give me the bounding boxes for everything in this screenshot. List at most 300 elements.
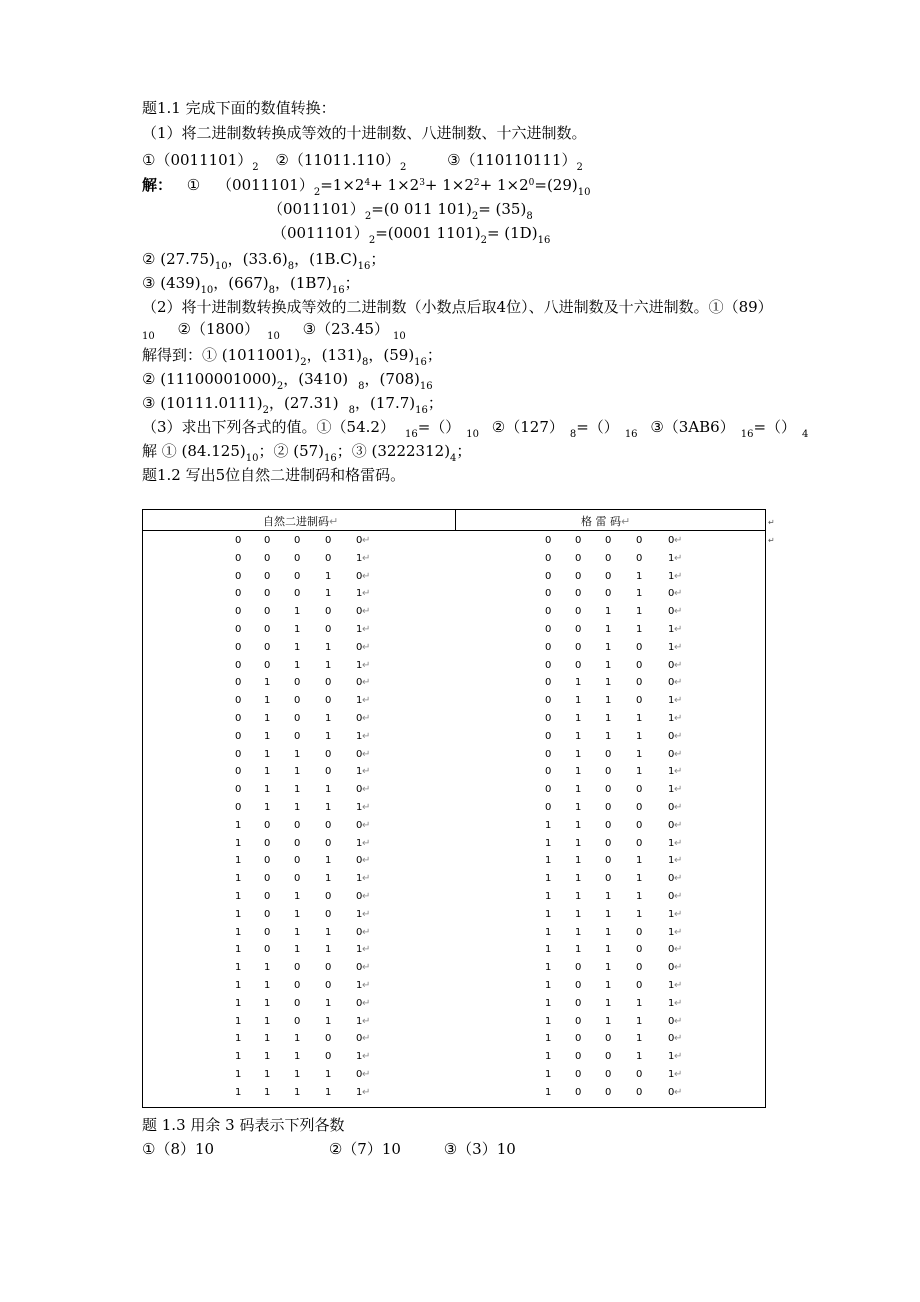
binary-bit: 0 [264, 819, 271, 831]
para-mark: ↵ [362, 873, 371, 885]
para-mark: ↵ [362, 677, 371, 689]
binary-bit: 0 [294, 552, 301, 564]
para-mark: ↵ [674, 908, 683, 920]
para-mark: ↵ [362, 962, 371, 974]
gray-bit: 0 [545, 748, 552, 760]
para-mark: ↵ [674, 535, 683, 546]
gray-bit: 0 [545, 641, 552, 653]
gray-bit: 1 [545, 873, 552, 885]
gray-bit: 0 [545, 677, 552, 689]
para-mark: ↵ [362, 1015, 371, 1027]
binary-bit: 0 [325, 766, 332, 778]
gray-bit: 1 [575, 695, 582, 707]
binary-bit: 1 [325, 659, 332, 671]
para-mark: ↵ [362, 855, 371, 867]
binary-bit: 1 [294, 944, 301, 956]
para-mark: ↵ [674, 1086, 683, 1098]
gray-bit: 1 [575, 784, 582, 796]
binary-bit: 0 [325, 908, 332, 920]
para-mark: ↵ [362, 997, 371, 1009]
gray-bit: 1 [636, 606, 643, 618]
binary-bit: 1 [294, 1033, 301, 1045]
gray-bit: 1 [668, 1051, 675, 1063]
gray-bit: 1 [636, 997, 643, 1009]
gray-bit: 0 [545, 695, 552, 707]
binary-bit: 1 [325, 641, 332, 653]
q11-answer-line1: 解： ① $(0011101)_2=1\times 2^4+ 1\times 2^3+ 1\times 2^2+ 1\times 2^0=(29)_{10}$ [142, 176, 591, 198]
gray-bit: 1 [575, 944, 582, 956]
binary-bit: 1 [356, 623, 363, 635]
binary-bit: 0 [294, 695, 301, 707]
gray-bit: 1 [605, 926, 612, 938]
para-mark: ↵ [674, 962, 683, 974]
gray-bit: 0 [605, 766, 612, 778]
gray-bit: 1 [636, 712, 643, 724]
binary-bit: 1 [325, 1015, 332, 1027]
binary-bit: 1 [356, 1086, 363, 1098]
binary-bit: 0 [325, 962, 332, 974]
para-mark: ↵ [674, 979, 683, 991]
table-row [143, 799, 765, 817]
gray-bit: 0 [636, 695, 643, 707]
binary-bit: 1 [235, 962, 242, 974]
gray-bit: 1 [636, 570, 643, 582]
gray-bit: 1 [636, 855, 643, 867]
gray-bit: 0 [636, 944, 643, 956]
binary-bit: 1 [235, 890, 242, 902]
gray-bit: 0 [668, 588, 675, 600]
para-mark: ↵ [674, 926, 683, 938]
binary-bit: 0 [325, 606, 332, 618]
binary-bit: 0 [325, 979, 332, 991]
gray-bit: 1 [605, 997, 612, 1009]
binary-bit: 0 [356, 677, 363, 689]
para-mark: ↵ [362, 890, 371, 902]
binary-bit: 0 [325, 837, 332, 849]
binary-bit: 0 [235, 712, 242, 724]
binary-bit: 1 [264, 712, 271, 724]
gray-bit: 0 [636, 659, 643, 671]
table-row [143, 995, 765, 1013]
gray-bit: 0 [636, 1068, 643, 1080]
binary-bit: 0 [356, 606, 363, 618]
gray-bit: 0 [545, 730, 552, 742]
gray-bit: 0 [636, 819, 643, 831]
binary-bit: 1 [325, 873, 332, 885]
gray-bit: 0 [636, 535, 643, 546]
para-mark: ↵ [674, 659, 683, 671]
binary-bit: 1 [235, 997, 242, 1009]
binary-bit: 1 [264, 1033, 271, 1045]
gray-bit: 1 [668, 979, 675, 991]
binary-bit: 0 [356, 784, 363, 796]
q13-item-3: ③（3）10 [443, 1140, 516, 1158]
binary-bit: 0 [294, 588, 301, 600]
binary-bit: 0 [264, 837, 271, 849]
binary-bit: 1 [264, 1068, 271, 1080]
binary-bit: 0 [325, 535, 332, 546]
binary-header: 自然二进制码↵ [263, 515, 339, 528]
gray-bit: 1 [605, 730, 612, 742]
gray-bit: 0 [668, 944, 675, 956]
binary-bit: 1 [235, 873, 242, 885]
binary-bit: 1 [294, 908, 301, 920]
para-mark: ↵ [674, 855, 683, 867]
para-mark: ↵ [362, 588, 371, 600]
q11-answer-2: ② $(27.75)_{10}$，$(33.6)_8$，$(1B.C)_{16}$； [142, 250, 386, 272]
gray-bit: 0 [545, 766, 552, 778]
gray-bit: 1 [636, 730, 643, 742]
binary-bit: 0 [325, 890, 332, 902]
binary-bit: 1 [264, 962, 271, 974]
para-mark: ↵ [674, 570, 683, 582]
para-mark: ↵ [674, 944, 683, 956]
gray-bit: 0 [545, 801, 552, 813]
gray-bit: 0 [575, 659, 582, 671]
gray-bit: 1 [668, 997, 675, 1009]
binary-bit: 1 [235, 1015, 242, 1027]
gray-bit: 1 [605, 944, 612, 956]
binary-bit: 1 [325, 944, 332, 956]
gray-bit: 0 [575, 997, 582, 1009]
table-row [143, 835, 765, 853]
q11-part2-items: $_{10}$ ②（1800） $_{10}$ ③（23.45） $_{10}$ [142, 320, 406, 342]
binary-bit: 1 [264, 748, 271, 760]
binary-bit: 1 [294, 606, 301, 618]
binary-bit: 0 [264, 944, 271, 956]
binary-bit: 1 [235, 837, 242, 849]
binary-bit: 0 [235, 766, 242, 778]
binary-bit: 1 [294, 623, 301, 635]
table-row [143, 941, 765, 959]
gray-bit: 1 [545, 962, 552, 974]
para-mark: ↵ [362, 606, 371, 618]
binary-bit: 0 [294, 535, 301, 546]
gray-bit: 0 [668, 1086, 675, 1098]
para-mark: ↵ [362, 730, 371, 742]
binary-bit: 1 [356, 766, 363, 778]
q12-title: 题1.2 写出5位自然二进制码和格雷码。 [142, 466, 406, 484]
binary-bit: 1 [235, 1033, 242, 1045]
gray-bit: 0 [668, 748, 675, 760]
q11-part2-answer-2: ② $(11100001000)_2$，(3410) $_8$，$(708)_{16}$ [142, 370, 433, 392]
gray-bit: 1 [545, 997, 552, 1009]
para-mark: ↵ [362, 1086, 371, 1098]
gray-bit: 1 [668, 641, 675, 653]
gray-bit: 0 [545, 659, 552, 671]
gray-bit: 1 [636, 890, 643, 902]
table-row [143, 603, 765, 621]
q11-part3-answer: 解 ① $(84.125)_{10}$；② $(57)_{16}$；③ $(3222312)_4$； [142, 442, 472, 464]
binary-bit: 1 [356, 1015, 363, 1027]
para-mark: ↵ [674, 623, 683, 635]
binary-bit: 1 [294, 1086, 301, 1098]
para-mark: ↵ [362, 837, 371, 849]
table-row [143, 924, 765, 942]
gray-bit: 0 [668, 659, 675, 671]
gray-bit: 1 [636, 623, 643, 635]
binary-bit: 0 [294, 997, 301, 1009]
gray-bit: 0 [545, 570, 552, 582]
gray-bit: 1 [605, 908, 612, 920]
table-row [143, 621, 765, 639]
binary-bit: 0 [325, 1051, 332, 1063]
gray-bit: 0 [668, 535, 675, 546]
gray-bit: 0 [575, 552, 582, 564]
binary-bit: 1 [325, 926, 332, 938]
gray-bit: 0 [636, 837, 643, 849]
binary-bit: 0 [235, 748, 242, 760]
edge-mark: ↵ [768, 536, 775, 545]
para-mark: ↵ [674, 1015, 683, 1027]
binary-bit: 1 [294, 926, 301, 938]
para-mark: ↵ [362, 535, 371, 546]
binary-bit: 1 [294, 766, 301, 778]
binary-bit: 0 [294, 1015, 301, 1027]
gray-bit: 1 [636, 1033, 643, 1045]
para-mark: ↵ [362, 1068, 371, 1080]
binary-bit: 0 [356, 855, 363, 867]
para-mark: ↵ [362, 801, 371, 813]
binary-bit: 0 [294, 819, 301, 831]
table-row [143, 568, 765, 586]
table-row [143, 1048, 765, 1066]
q11-answer-3: ③ $(439)_{10}$，$(667)_8$，$(1B7)_{16}$； [142, 274, 360, 296]
binary-bit: 1 [325, 570, 332, 582]
binary-bit: 1 [325, 855, 332, 867]
binary-bit: 0 [356, 962, 363, 974]
gray-bit: 1 [545, 1068, 552, 1080]
binary-bit: 1 [356, 908, 363, 920]
table-row [143, 550, 765, 568]
gray-bit: 0 [575, 962, 582, 974]
gray-bit: 0 [636, 1086, 643, 1098]
para-mark: ↵ [362, 695, 371, 707]
para-mark: ↵ [362, 748, 371, 760]
table-row [143, 728, 765, 746]
gray-bit: 1 [575, 855, 582, 867]
gray-bit: 0 [668, 890, 675, 902]
binary-bit: 0 [325, 695, 332, 707]
gray-bit: 1 [545, 944, 552, 956]
binary-bit: 1 [356, 695, 363, 707]
binary-bit: 0 [235, 588, 242, 600]
gray-bit: 0 [636, 677, 643, 689]
para-mark: ↵ [674, 890, 683, 902]
binary-bit: 1 [235, 979, 242, 991]
table-row [143, 1066, 765, 1084]
binary-bit: 0 [325, 748, 332, 760]
gray-bit: 0 [636, 801, 643, 813]
binary-bit: 0 [235, 677, 242, 689]
para-mark: ↵ [674, 819, 683, 831]
binary-bit: 1 [356, 588, 363, 600]
gray-bit: 0 [575, 606, 582, 618]
gray-bit: 0 [575, 623, 582, 635]
q11-part2-answer-1: 解得到：① $(1011001)_2$，$(131)_8$，$(59)_{16}$； [142, 346, 442, 368]
binary-bit: 1 [356, 979, 363, 991]
gray-bit: 0 [605, 552, 612, 564]
gray-bit: 1 [636, 873, 643, 885]
table-row [143, 977, 765, 995]
binary-bit: 0 [356, 890, 363, 902]
binary-bit: 1 [325, 801, 332, 813]
table-row [143, 674, 765, 692]
table-row [143, 532, 765, 550]
binary-bit: 0 [264, 908, 271, 920]
table-row [143, 1084, 765, 1102]
binary-bit: 0 [235, 695, 242, 707]
binary-bit: 0 [356, 535, 363, 546]
binary-bit: 0 [264, 926, 271, 938]
table-row [143, 1013, 765, 1031]
gray-bit: 1 [605, 641, 612, 653]
binary-bit: 0 [264, 659, 271, 671]
gray-bit: 1 [575, 766, 582, 778]
gray-bit: 0 [575, 1015, 582, 1027]
gray-bit: 1 [575, 890, 582, 902]
gray-bit: 1 [575, 801, 582, 813]
binary-bit: 1 [235, 908, 242, 920]
binary-bit: 1 [294, 659, 301, 671]
gray-bit: 1 [605, 890, 612, 902]
gray-bit: 0 [575, 588, 582, 600]
para-mark: ↵ [362, 552, 371, 564]
binary-bit: 1 [264, 730, 271, 742]
binary-bit: 1 [264, 997, 271, 1009]
binary-bit: 1 [294, 890, 301, 902]
gray-bit: 1 [545, 1033, 552, 1045]
binary-bit: 1 [356, 659, 363, 671]
binary-bit: 0 [325, 819, 332, 831]
binary-bit: 0 [235, 552, 242, 564]
gray-bit: 0 [636, 784, 643, 796]
binary-bit: 0 [264, 552, 271, 564]
table-row [143, 781, 765, 799]
binary-bit: 1 [264, 784, 271, 796]
gray-bit: 0 [668, 1015, 675, 1027]
binary-bit: 0 [264, 623, 271, 635]
binary-bit: 1 [264, 1015, 271, 1027]
binary-bit: 0 [356, 819, 363, 831]
edge-mark: ↵ [768, 518, 775, 527]
gray-bit: 1 [636, 908, 643, 920]
binary-gray-table [142, 509, 766, 1108]
binary-bit: 1 [264, 1051, 271, 1063]
table-row [143, 657, 765, 675]
gray-bit: 0 [668, 962, 675, 974]
q11-part1: （1）将二进制数转换成等效的十进制数、八进制数、十六进制数。 [142, 124, 587, 142]
gray-bit: 0 [545, 588, 552, 600]
para-mark: ↵ [362, 623, 371, 635]
para-mark: ↵ [674, 784, 683, 796]
binary-bit: 1 [235, 926, 242, 938]
binary-bit: 1 [325, 1086, 332, 1098]
gray-bit: 0 [605, 1068, 612, 1080]
gray-bit: 1 [668, 1068, 675, 1080]
gray-bit: 1 [575, 908, 582, 920]
binary-bit: 0 [264, 535, 271, 546]
gray-bit: 0 [668, 606, 675, 618]
binary-bit: 0 [325, 623, 332, 635]
binary-bit: 1 [235, 1068, 242, 1080]
binary-bit: 1 [294, 784, 301, 796]
binary-bit: 1 [235, 1086, 242, 1098]
para-mark: ↵ [362, 1033, 371, 1045]
gray-bit: 1 [545, 1086, 552, 1098]
gray-bit: 1 [605, 695, 612, 707]
gray-bit: 0 [575, 979, 582, 991]
para-mark: ↵ [362, 1051, 371, 1063]
gray-bit: 0 [605, 748, 612, 760]
table-row [143, 817, 765, 835]
gray-bit: 1 [545, 837, 552, 849]
table-row [143, 870, 765, 888]
gray-bit: 1 [668, 837, 675, 849]
gray-bit: 1 [545, 855, 552, 867]
table-body [143, 532, 765, 1102]
binary-bit: 0 [294, 979, 301, 991]
gray-bit: 1 [668, 623, 675, 635]
binary-bit: 0 [294, 962, 301, 974]
gray-bit: 0 [605, 535, 612, 546]
q13-title: 题 1.3 用余 3 码表示下列各数 [142, 1116, 345, 1134]
para-mark: ↵ [674, 801, 683, 813]
binary-bit: 0 [294, 712, 301, 724]
q13-items [142, 1140, 516, 1158]
para-mark: ↵ [674, 748, 683, 760]
binary-bit: 0 [235, 570, 242, 582]
gray-bit: 1 [605, 659, 612, 671]
binary-bit: 0 [294, 570, 301, 582]
gray-bit: 0 [575, 1033, 582, 1045]
binary-bit: 0 [294, 730, 301, 742]
gray-bit: 1 [575, 837, 582, 849]
gray-bit: 0 [575, 1086, 582, 1098]
binary-bit: 0 [356, 748, 363, 760]
para-mark: ↵ [362, 908, 371, 920]
table-row [143, 852, 765, 870]
gray-bit: 1 [636, 1051, 643, 1063]
binary-bit: 0 [264, 570, 271, 582]
para-mark: ↵ [362, 979, 371, 991]
gray-bit: 0 [636, 641, 643, 653]
binary-bit: 1 [264, 801, 271, 813]
gray-bit: 1 [545, 979, 552, 991]
para-mark: ↵ [674, 552, 683, 564]
binary-bit: 0 [356, 997, 363, 1009]
gray-bit: 1 [668, 712, 675, 724]
binary-bit: 1 [235, 819, 242, 831]
table-row [143, 888, 765, 906]
table-row [143, 959, 765, 977]
binary-bit: 1 [294, 748, 301, 760]
binary-bit: 0 [235, 784, 242, 796]
binary-bit: 0 [325, 677, 332, 689]
gray-bit: 1 [545, 819, 552, 831]
binary-bit: 1 [235, 855, 242, 867]
gray-bit: 0 [668, 873, 675, 885]
q13-item-1: ①（8）10 [142, 1140, 215, 1158]
gray-header: 格 雷 码↵ [581, 515, 631, 528]
para-mark: ↵ [674, 588, 683, 600]
binary-bit: 1 [325, 784, 332, 796]
binary-bit: 0 [264, 873, 271, 885]
gray-bit: 0 [605, 570, 612, 582]
binary-bit: 1 [235, 944, 242, 956]
gray-bit: 1 [605, 979, 612, 991]
para-mark: ↵ [362, 766, 371, 778]
